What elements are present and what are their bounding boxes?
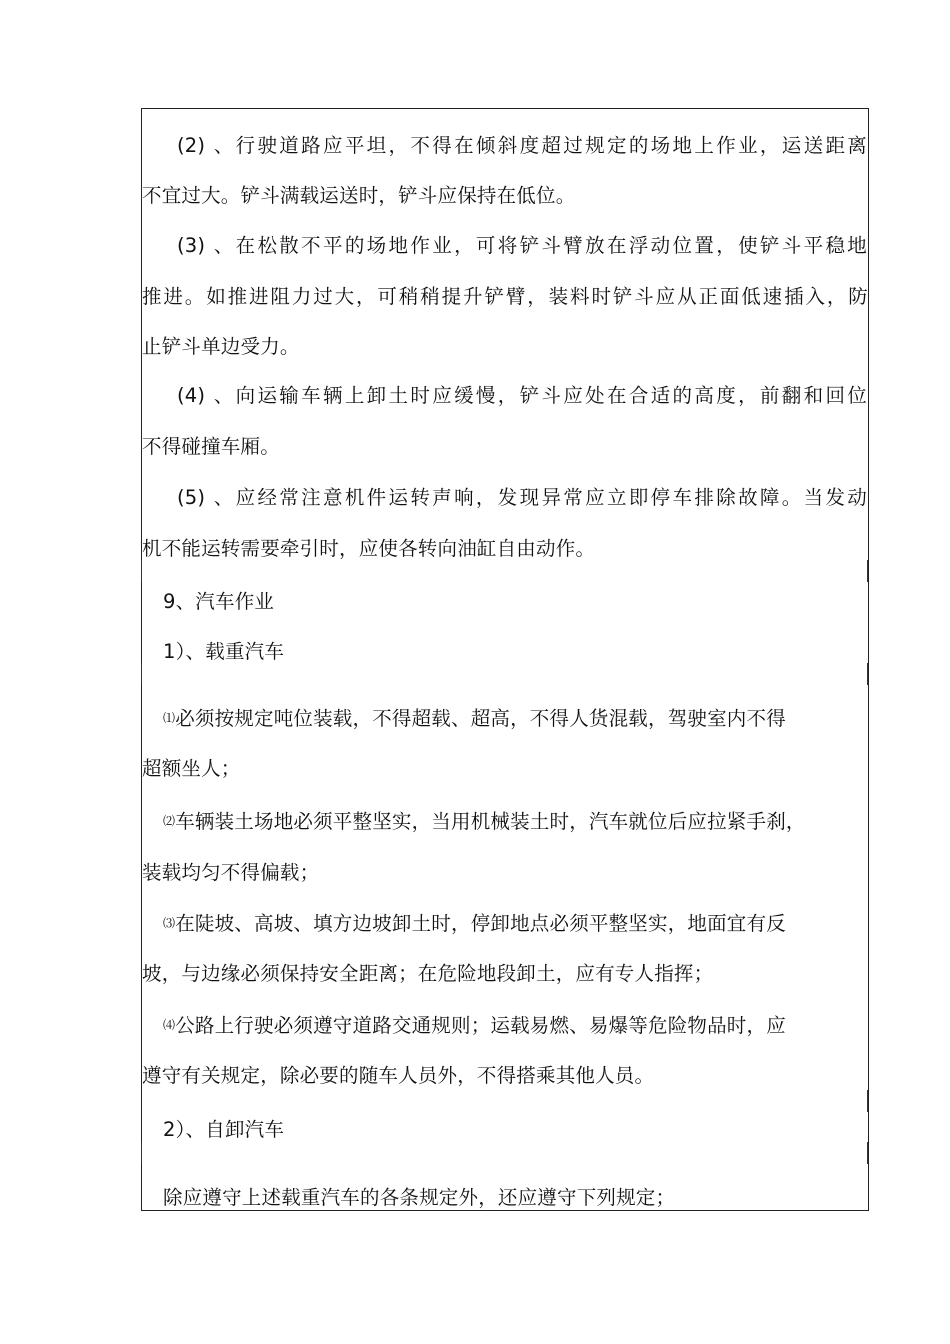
rule-3-text: 在陡坡、高坡、填方边坡卸土时，停卸地点必须平整坚实，地面宜有反 [175,912,786,935]
loader-item-5-line-2: 机不能运转需要牵引时，应使各转向油缸自由动作。 [142,537,596,560]
rule-1-text: 必须按规定吨位装载，不得超载、超高，不得人货混载，驾驶室内不得 [175,707,786,730]
rule-1-line-2: 超额坐人； [142,757,241,780]
loader-item-4-line-1: (4) 、向运输车辆上卸土时应缓慢，铲斗应处在合适的高度，前翻和回位 [177,384,867,407]
rule-2-line-1 [163,806,806,834]
rule-2-line-2: 装载均匀不得偏载； [142,861,320,884]
section-9-title: 9、汽车作业 [163,590,275,613]
loader-item-2-line-2: 不宜过大。铲斗满载运送时，铲斗应保持在低位。 [142,184,576,207]
frame-tick [867,1142,868,1164]
rule-1-line-1 [163,703,786,731]
loader-item-4-line-2: 不得碰撞车厢。 [142,435,280,458]
loader-item-2-line-1: (2) 、行驶道路应平坦，不得在倾斜度超过规定的场地上作业，运送距离 [177,134,867,157]
frame-tick [867,663,868,685]
subsection-2-title: 2）、自卸汽车 [163,1118,285,1141]
subsection-1-title: 1）、载重汽车 [163,640,285,663]
dump-truck-intro: 除应遵守上述载重汽车的各条规定外，还应遵守下列规定； [163,1186,676,1209]
rule-4-number: ⑷ [163,1018,176,1032]
loader-item-3-line-1: (3) 、在松散不平的场地作业，可将铲斗臂放在浮动位置，使铲斗平稳地 [177,234,867,257]
loader-item-5-line-1: (5) 、应经常注意机件运转声响，发现异常应立即停车排除故障。当发动 [177,486,867,509]
rule-3-number: ⑶ [163,916,176,930]
rule-3-line-2: 坡，与边缘必须保持安全距离；在危险地段卸土，应有专人指挥； [142,962,714,985]
rule-1-number: ⑴ [163,711,176,725]
loader-item-3-line-2: 推进。如推进阻力过大，可稍稍提升铲臂，装料时铲斗应从正面低速插入，防 [142,285,868,308]
rule-4-line-2: 遵守有关规定，除必要的随车人员外，不得搭乘其他人员。 [142,1064,655,1087]
frame-tick [867,1090,868,1112]
rule-2-number: ⑵ [163,814,176,828]
frame-tick [141,663,142,685]
loader-item-3-line-3: 止铲斗单边受力。 [142,335,300,358]
frame-tick [141,560,142,582]
frame-tick [867,560,868,582]
rule-3-line-1 [163,908,786,936]
frame-tick [141,1142,142,1164]
rule-4-line-1 [163,1010,786,1038]
rule-4-text: 公路上行驶必须遵守道路交通规则；运载易燃、易爆等危险物品时，应 [175,1014,786,1037]
rule-2-text: 车辆装土场地必须平整坚实，当用机械装土时，汽车就位后应拉紧手刹， [175,810,806,833]
